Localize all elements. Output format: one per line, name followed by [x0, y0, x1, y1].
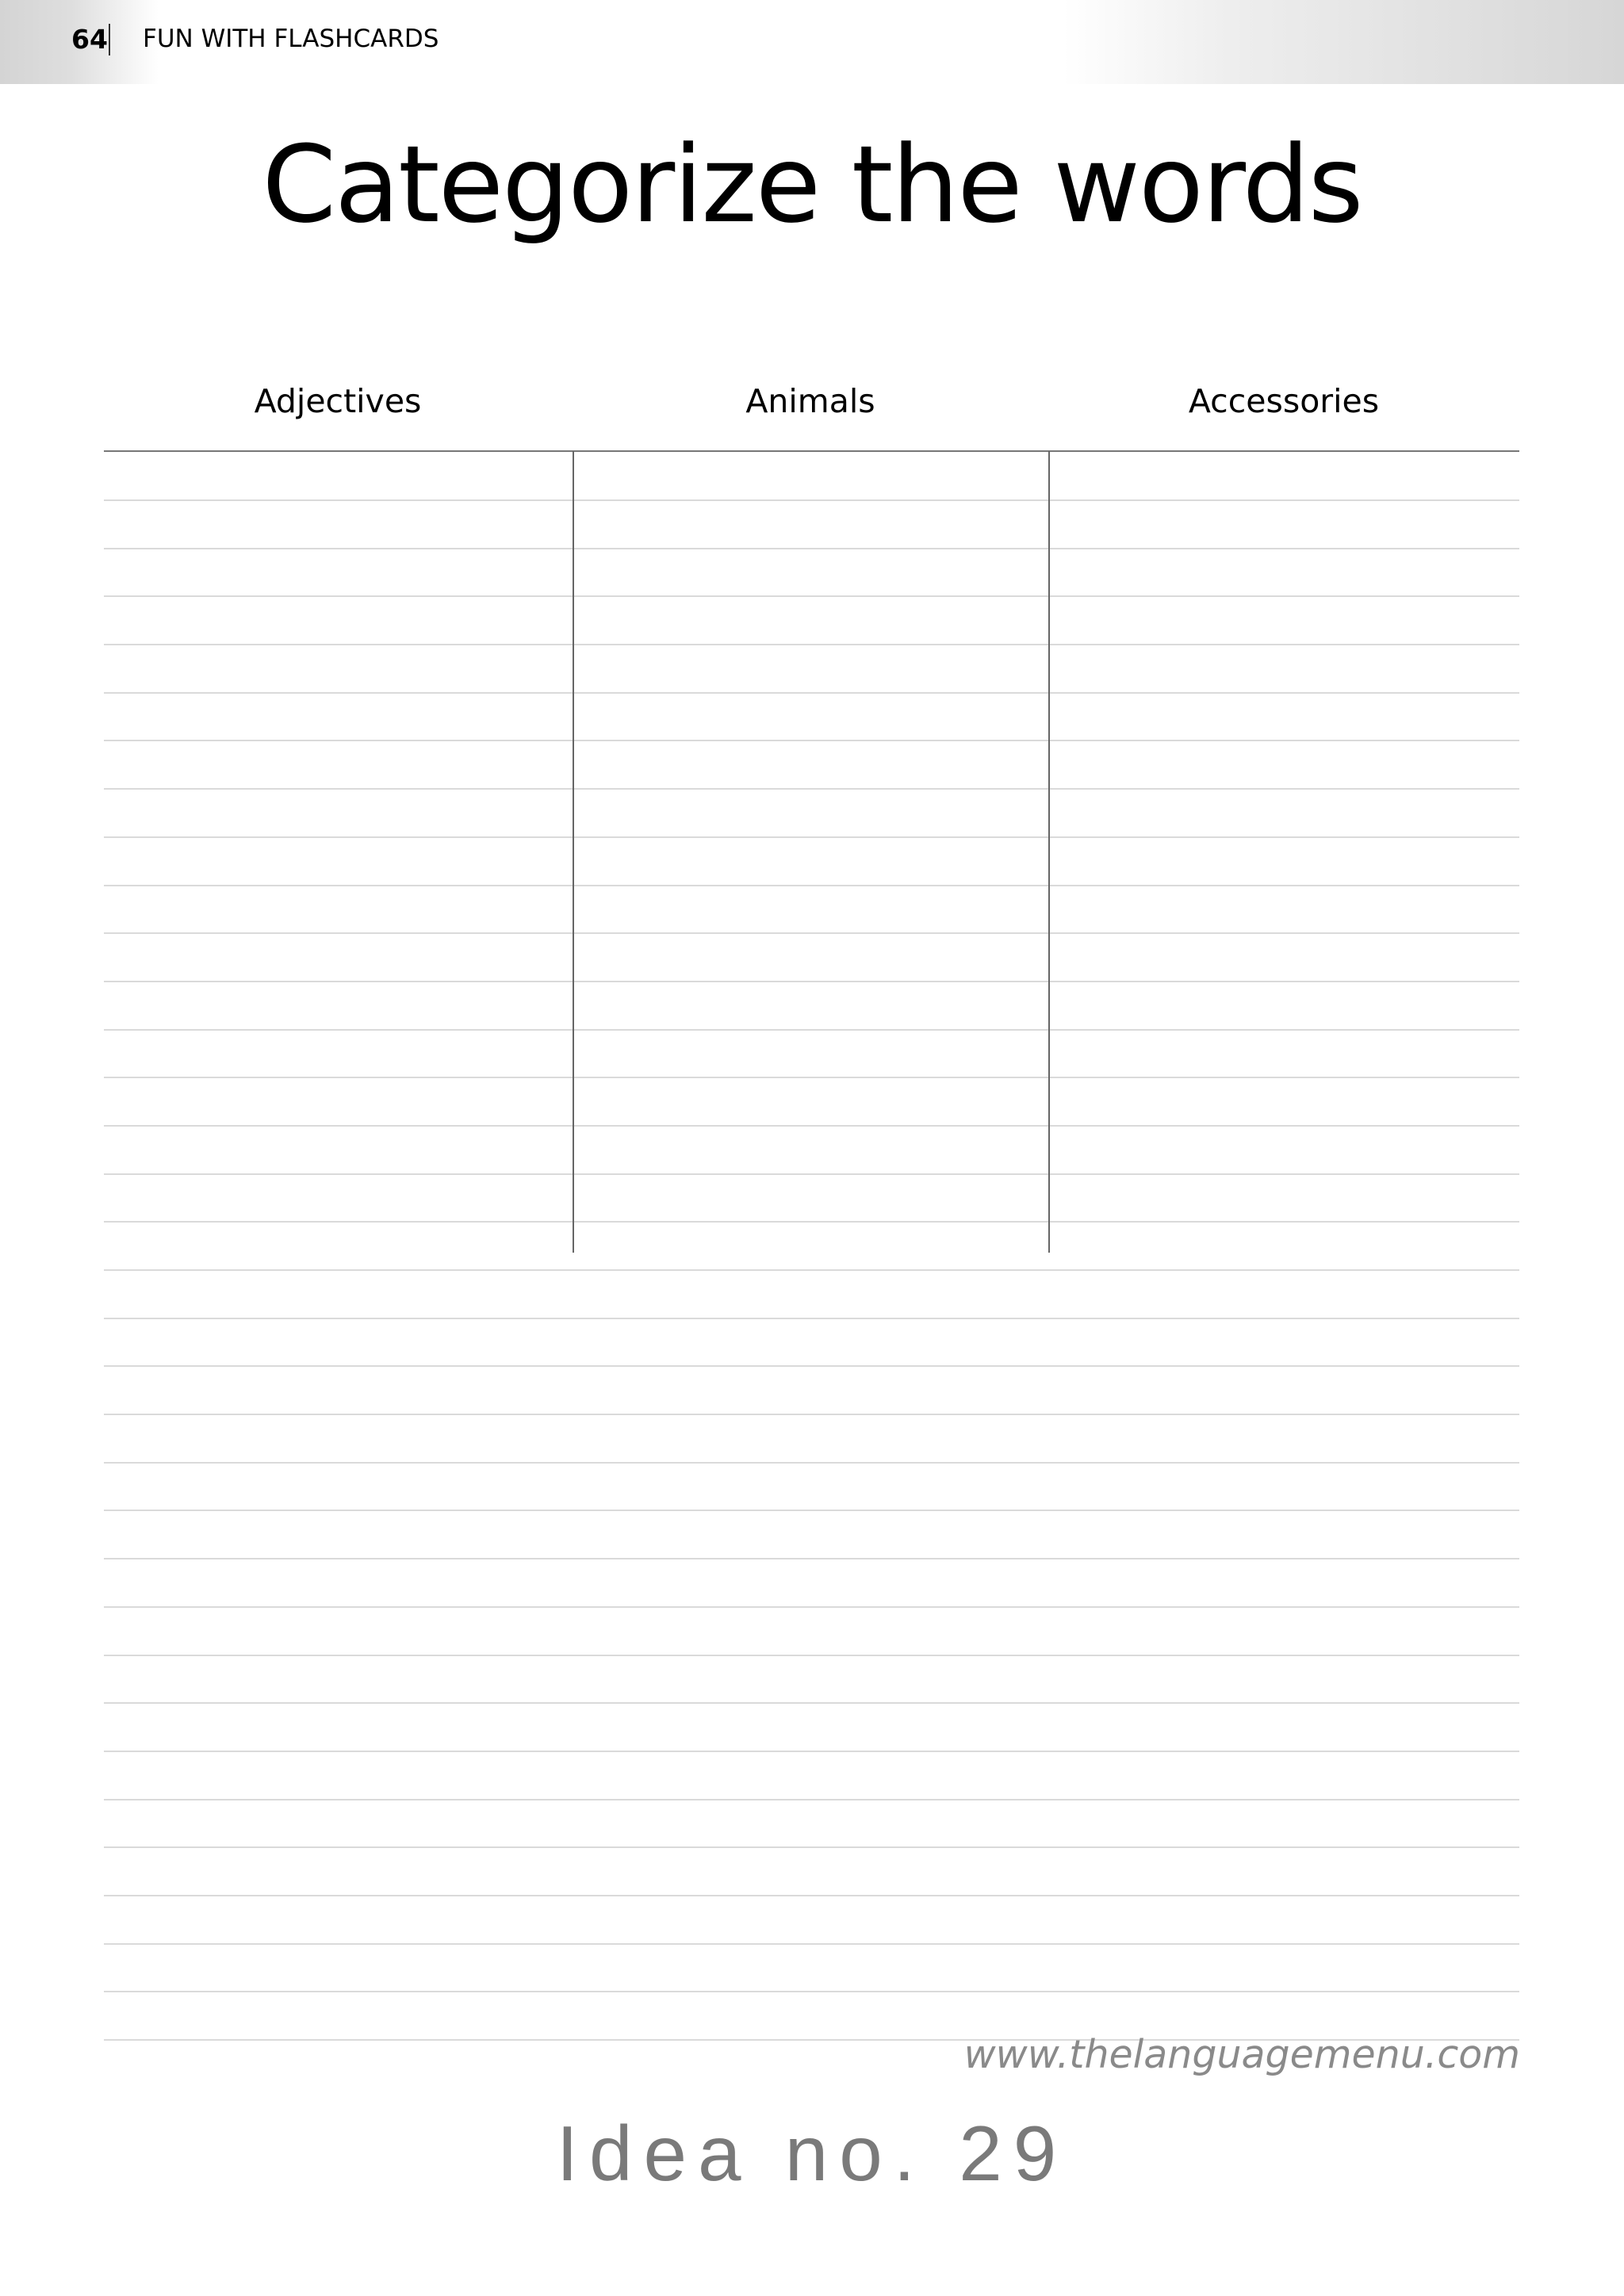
column-divider-1	[573, 451, 574, 1253]
writing-line	[104, 595, 1519, 597]
column-header-accessories: Accessories	[1188, 382, 1380, 420]
writing-line	[104, 1462, 1519, 1464]
writing-line	[104, 1991, 1519, 1992]
writing-line	[104, 1414, 1519, 1415]
writing-line	[104, 1895, 1519, 1896]
book-title: FUN WITH FLASHCARDS	[143, 25, 439, 53]
writing-line	[104, 740, 1519, 741]
website-url: www.thelanguagemenu.com	[963, 2032, 1520, 2077]
writing-line	[104, 1751, 1519, 1752]
writing-line	[104, 836, 1519, 838]
writing-line	[104, 932, 1519, 934]
writing-line	[104, 1655, 1519, 1656]
writing-line	[104, 1510, 1519, 1511]
writing-line	[104, 1365, 1519, 1367]
writing-line	[104, 692, 1519, 694]
writing-line	[104, 1558, 1519, 1559]
writing-line	[104, 1846, 1519, 1848]
writing-line	[104, 1269, 1519, 1271]
writing-line	[104, 1125, 1519, 1127]
header-separator	[109, 24, 110, 55]
column-header-adjectives: Adjectives	[254, 382, 422, 420]
writing-line	[104, 1943, 1519, 1945]
writing-line	[104, 885, 1519, 886]
page-title: Categorize the words	[262, 123, 1362, 247]
writing-line	[104, 1221, 1519, 1223]
column-divider-2	[1048, 451, 1050, 1253]
writing-line	[104, 981, 1519, 982]
table-header-rule	[104, 450, 1519, 452]
page-number: 64	[71, 24, 108, 55]
writing-line	[104, 1702, 1519, 1704]
idea-number: Idea no. 29	[556, 2110, 1068, 2197]
writing-line	[104, 1606, 1519, 1608]
writing-line	[104, 499, 1519, 501]
writing-line	[104, 1173, 1519, 1175]
writing-line	[104, 1318, 1519, 1319]
column-header-animals: Animals	[745, 382, 875, 420]
writing-line	[104, 788, 1519, 790]
writing-line	[104, 1029, 1519, 1031]
writing-line	[104, 1799, 1519, 1800]
writing-line	[104, 1077, 1519, 1078]
writing-line	[104, 644, 1519, 645]
writing-line	[104, 548, 1519, 549]
